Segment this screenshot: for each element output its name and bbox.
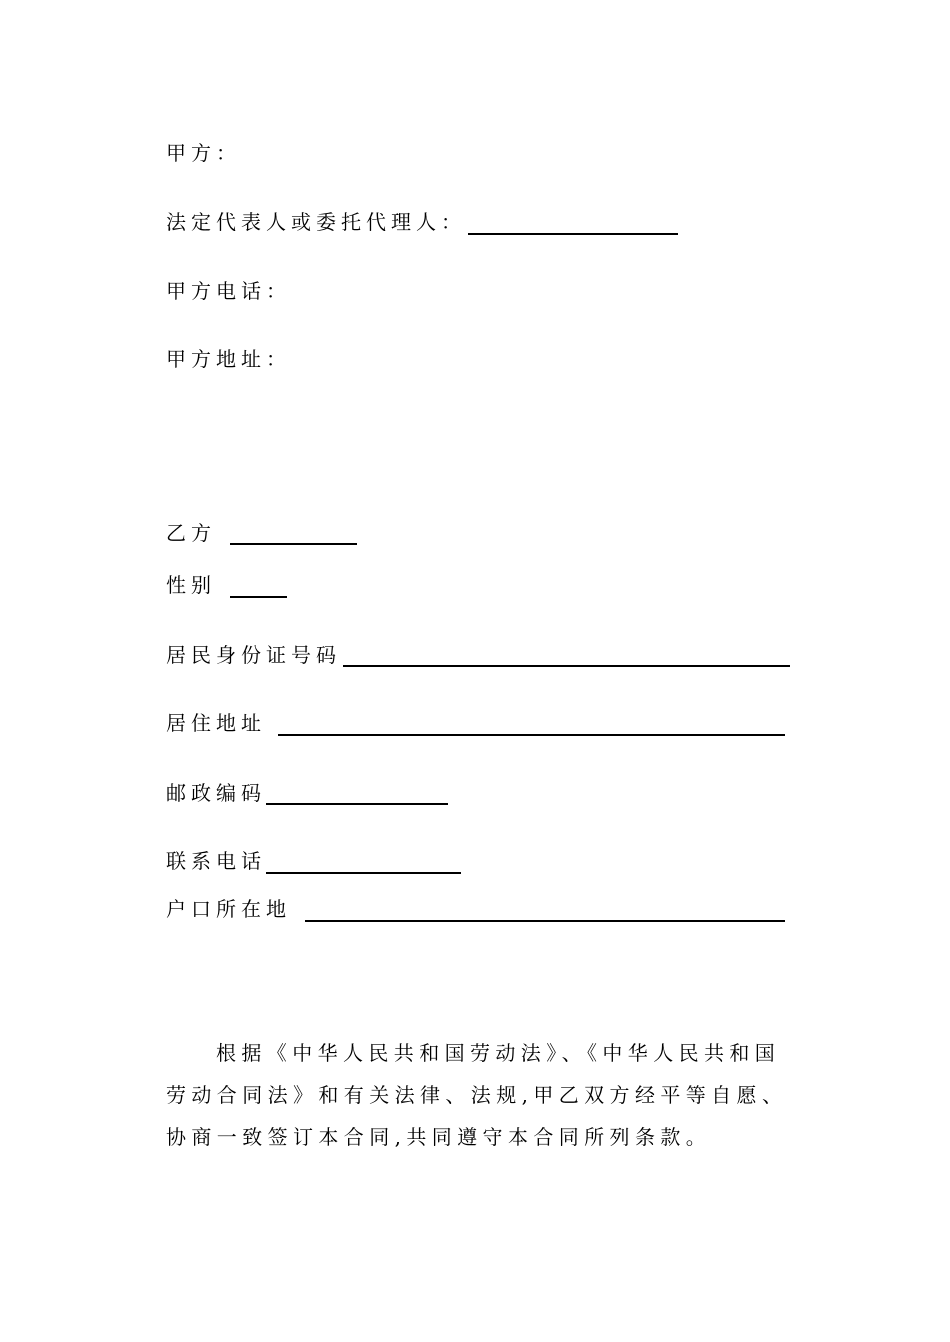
preamble-paragraph (166, 1032, 788, 1158)
party-a-representative-blank[interactable] (468, 233, 678, 235)
party-a-phone-label: 甲方电话： (166, 279, 291, 303)
party-b-hukou-blank[interactable] (305, 920, 785, 922)
party-b-id-number-blank[interactable] (343, 665, 790, 667)
party-b-gender-blank[interactable] (230, 596, 287, 598)
party-b-phone-label: 联系电话 (166, 849, 266, 873)
preamble-line: 协商一致签订本合同,共同遵守本合同所列条款。 (166, 1125, 712, 1149)
party-a-representative-label: 法定代表人或委托代理人： (166, 210, 466, 234)
preamble-line: 根据《中华人民共和国劳动法》、《中华人民共和国 (216, 1041, 781, 1065)
party-b-label: 乙方 (166, 521, 216, 545)
party-b-postal-code-blank[interactable] (266, 803, 448, 805)
preamble-line: 劳动合同法》和有关法律、法规,甲乙双方经平等自愿、 (166, 1083, 788, 1107)
party-b-residence-blank[interactable] (278, 734, 785, 736)
party-b-residence-label: 居住地址 (166, 711, 266, 735)
party-b-phone-blank[interactable] (266, 872, 461, 874)
party-b-postal-code-label: 邮政编码 (166, 781, 266, 805)
party-a-address-label: 甲方地址： (166, 347, 291, 371)
party-a-label: 甲方： (166, 141, 241, 165)
party-b-gender-label: 性别 (166, 573, 216, 597)
party-b-hukou-label: 户口所在地 (166, 897, 291, 921)
party-b-name-blank[interactable] (230, 543, 357, 545)
party-b-id-number-label: 居民身份证号码 (166, 643, 341, 667)
